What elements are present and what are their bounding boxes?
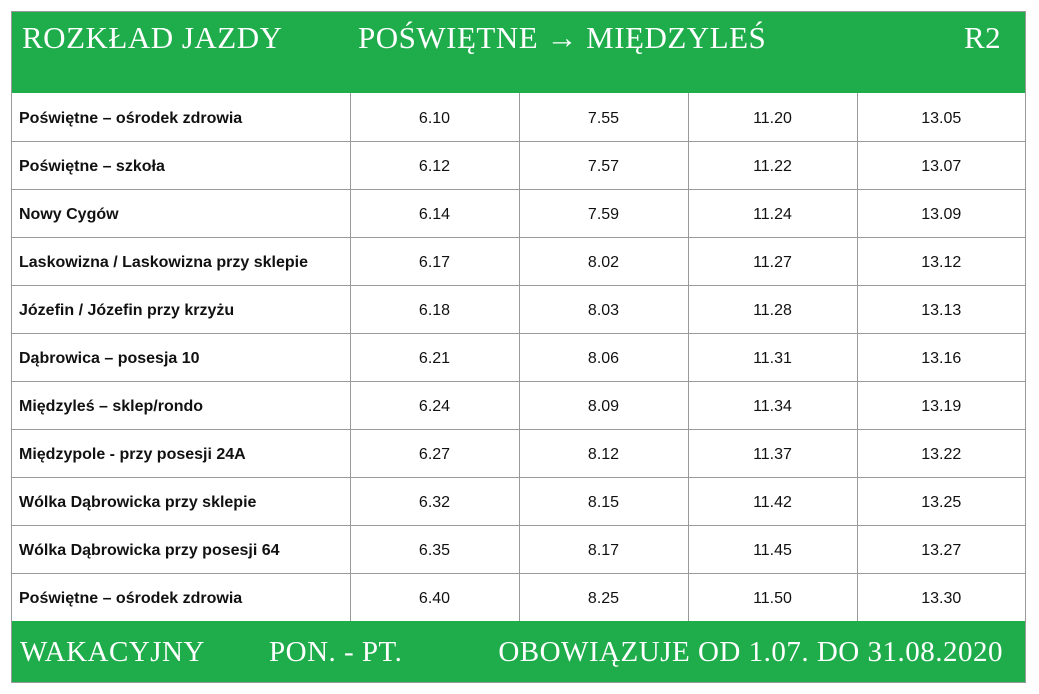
departure-time: 11.20	[688, 93, 857, 141]
departure-time: 13.13	[857, 285, 1025, 333]
stop-name: Poświętne – szkoła	[12, 141, 350, 189]
departure-time: 6.32	[350, 477, 519, 525]
stop-name: Międzyleś – sklep/rondo	[12, 381, 350, 429]
stop-name: Wólka Dąbrowicka przy posesji 64	[12, 525, 350, 573]
stop-name: Dąbrowica – posesja 10	[12, 333, 350, 381]
departure-time: 13.22	[857, 429, 1025, 477]
stop-name: Nowy Cygów	[12, 189, 350, 237]
departure-time: 7.55	[519, 93, 688, 141]
header-bar	[12, 12, 1025, 93]
table-row	[12, 477, 1025, 525]
departure-time: 6.18	[350, 285, 519, 333]
departure-time: 11.22	[688, 141, 857, 189]
days-label: PON. - PT.	[269, 636, 403, 668]
stop-name: Międzypole - przy posesji 24A	[12, 429, 350, 477]
season-label: WAKACYJNY	[20, 636, 205, 668]
departure-time: 13.16	[857, 333, 1025, 381]
departure-time: 8.06	[519, 333, 688, 381]
departure-time: 8.02	[519, 237, 688, 285]
departure-time: 6.24	[350, 381, 519, 429]
departure-time: 6.12	[350, 141, 519, 189]
table-row	[12, 141, 1025, 189]
timetable-table	[12, 93, 1025, 622]
table-row	[12, 333, 1025, 381]
footer-bar	[12, 621, 1025, 682]
stop-name: Wólka Dąbrowicka przy sklepie	[12, 477, 350, 525]
stop-name: Laskowizna / Laskowizna przy sklepie	[12, 237, 350, 285]
table-row	[12, 573, 1025, 621]
departure-time: 13.19	[857, 381, 1025, 429]
departure-time: 13.30	[857, 573, 1025, 621]
departure-time: 11.50	[688, 573, 857, 621]
departure-time: 13.07	[857, 141, 1025, 189]
stop-name: Poświętne – ośrodek zdrowia	[12, 93, 350, 141]
route-title: POŚWIĘTNE → MIĘDZYLEŚ	[358, 20, 767, 55]
table-row	[12, 525, 1025, 573]
departure-time: 6.27	[350, 429, 519, 477]
validity-label: OBOWIĄZUJE OD 1.07. DO 31.08.2020	[498, 636, 1003, 668]
departure-time: 13.05	[857, 93, 1025, 141]
table-row	[12, 285, 1025, 333]
departure-time: 11.42	[688, 477, 857, 525]
departure-time: 6.40	[350, 573, 519, 621]
table-row	[12, 93, 1025, 141]
departure-time: 11.34	[688, 381, 857, 429]
table-row	[12, 429, 1025, 477]
departure-time: 7.59	[519, 189, 688, 237]
departure-time: 6.35	[350, 525, 519, 573]
departure-time: 13.12	[857, 237, 1025, 285]
departure-time: 6.21	[350, 333, 519, 381]
departure-time: 8.03	[519, 285, 688, 333]
departure-time: 13.25	[857, 477, 1025, 525]
departure-time: 6.10	[350, 93, 519, 141]
departure-time: 7.57	[519, 141, 688, 189]
departure-time: 8.09	[519, 381, 688, 429]
stop-name: Józefin / Józefin przy krzyżu	[12, 285, 350, 333]
departure-time: 8.25	[519, 573, 688, 621]
departure-time: 8.15	[519, 477, 688, 525]
departure-time: 6.17	[350, 237, 519, 285]
departure-time: 13.27	[857, 525, 1025, 573]
timetable-title: ROZKŁAD JAZDY	[22, 20, 283, 55]
departure-time: 11.27	[688, 237, 857, 285]
departure-time: 13.09	[857, 189, 1025, 237]
departure-time: 8.12	[519, 429, 688, 477]
table-row	[12, 381, 1025, 429]
departure-time: 11.28	[688, 285, 857, 333]
departure-time: 11.24	[688, 189, 857, 237]
departure-time: 11.45	[688, 525, 857, 573]
timetable-sheet	[11, 11, 1026, 683]
stop-name: Poświętne – ośrodek zdrowia	[12, 573, 350, 621]
departure-time: 11.37	[688, 429, 857, 477]
departure-time: 6.14	[350, 189, 519, 237]
departure-time: 11.31	[688, 333, 857, 381]
departure-time: 8.17	[519, 525, 688, 573]
table-row	[12, 237, 1025, 285]
table-row	[12, 189, 1025, 237]
line-number: R2	[964, 20, 1002, 55]
